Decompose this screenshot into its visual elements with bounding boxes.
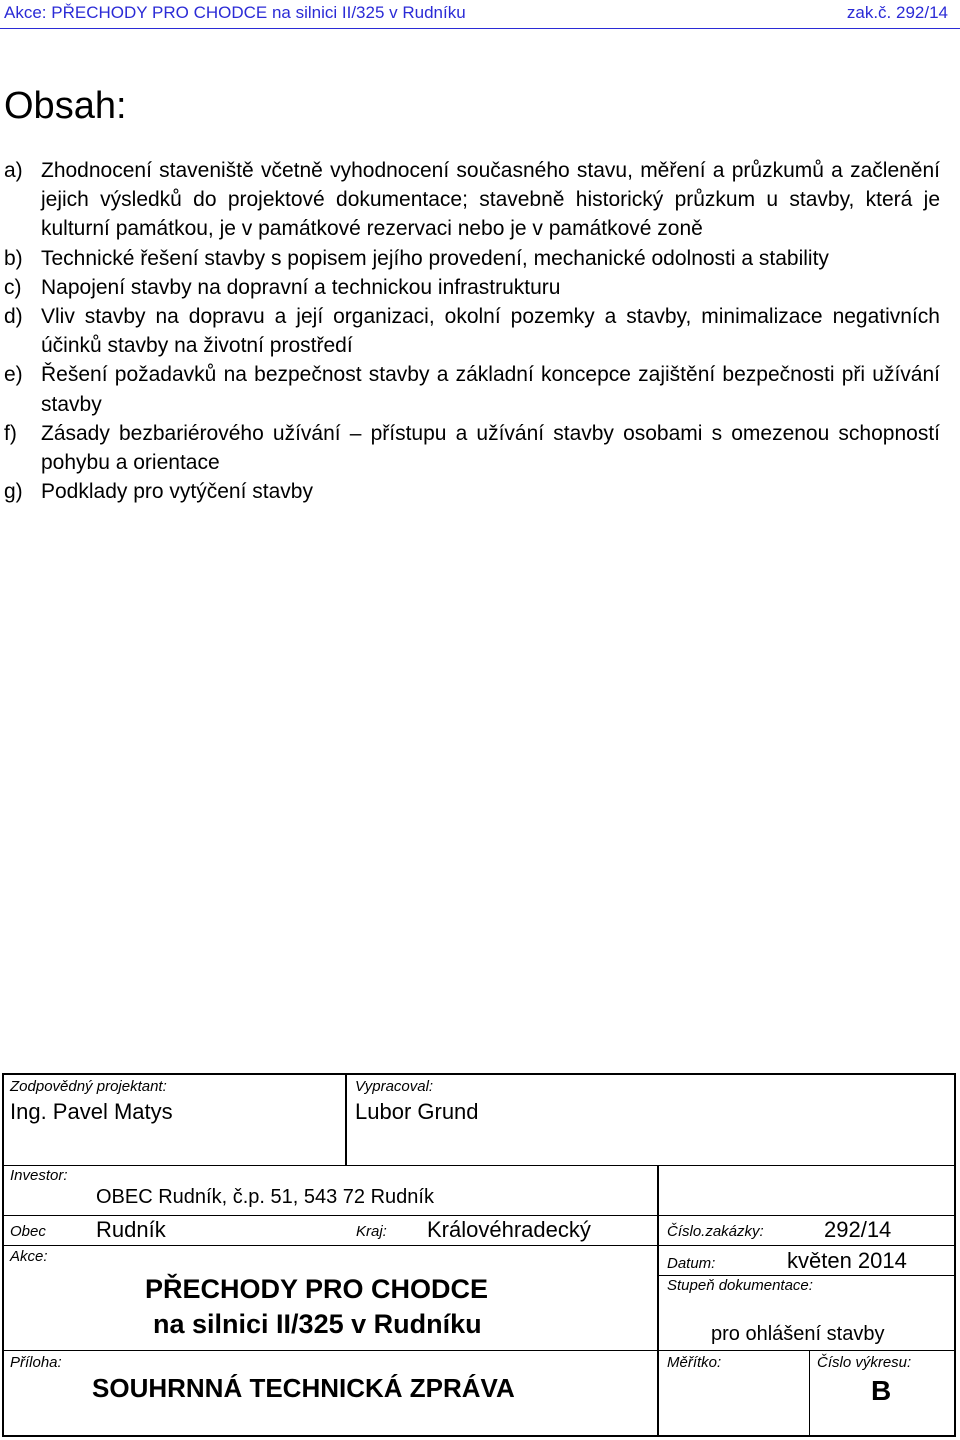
action-label: Akce:: [10, 1248, 48, 1265]
investor-label: Investor:: [10, 1167, 68, 1184]
toc-item-e: [4, 360, 940, 418]
toc-text: Technické řešení stavby s popisem jejího provedení, mechanické odolnosti a stability: [41, 246, 829, 270]
toc-item-a: [4, 156, 940, 244]
toc-letter: d): [4, 305, 23, 329]
tb-divider: [657, 1165, 659, 1215]
toc-text: Napojení stavby na dopravní a technickou infrastrukturu: [41, 275, 561, 299]
tb-divider: [4, 1165, 954, 1166]
toc-text: Vliv stavby na dopravu a její organizaci, okolní pozemky a stavby, minimalizace negativních účinků stavby na životní prostředí: [41, 305, 940, 358]
action-title-line1: PŘECHODY PRO CHODCE: [145, 1274, 489, 1304]
order-number-label: Číslo.zakázky:: [667, 1223, 764, 1240]
tb-divider: [657, 1275, 954, 1276]
scale-label: Měřítko:: [667, 1354, 722, 1371]
region-label: Kraj:: [356, 1223, 387, 1240]
table-of-contents: [4, 156, 940, 506]
toc-text: Zhodnocení staveniště včetně vyhodnocení současného stavu, měření a průzkumů a začlenění jejich výsledků do projektové dokumentace; stavebně historický průzkum u stavby, která je kulturní památkou, je v památkové rezervaci nebo je v památkové zoně: [41, 159, 940, 241]
responsible-designer-label: Zodpovědný projektant:: [10, 1078, 167, 1095]
tb-divider: [4, 1215, 954, 1216]
doc-stage-value: pro ohlášení stavby: [711, 1323, 885, 1345]
attachment-value: SOUHRNNÁ TECHNICKÁ ZPRÁVA: [92, 1373, 515, 1403]
drawing-number-label: Číslo výkresu:: [817, 1354, 912, 1371]
toc-item-c: [4, 273, 940, 302]
header-rule: [0, 28, 960, 29]
page-header: [0, 0, 960, 30]
toc-text: Zásady bezbariérového užívání – přístupu a užívání stavby osobami s omezenou schopností pohybu a orientace: [41, 421, 940, 475]
attachment-label: Příloha:: [10, 1354, 62, 1371]
municipality-value: Rudník: [96, 1217, 166, 1242]
action-title-line2: na silnici II/325 v Rudníku: [153, 1309, 482, 1339]
toc-letter: c): [4, 275, 22, 299]
region-value: Královéhradecký: [427, 1217, 591, 1242]
investor-value: OBEC Rudník, č.p. 51, 543 72 Rudník: [96, 1186, 434, 1208]
toc-letter: f): [4, 421, 17, 445]
toc-text: Řešení požadavků na bezpečnost stavby a základní koncepce zajištění bezpečnosti při užívání stavby: [41, 363, 940, 416]
toc-item-b: [4, 244, 940, 273]
header-order-number: zak.č. 292/14: [846, 3, 948, 22]
municipality-label: Obec: [10, 1223, 46, 1240]
tb-divider: [4, 1245, 954, 1246]
drawing-number-value: B: [871, 1375, 892, 1406]
toc-letter: g): [4, 480, 23, 504]
title-block: [2, 1073, 956, 1437]
tb-divider: [345, 1075, 347, 1165]
responsible-designer-value: Ing. Pavel Matys: [10, 1099, 173, 1124]
toc-text: Podklady pro vytýčení stavby: [41, 480, 313, 504]
prepared-by-label: Vypracoval:: [355, 1078, 434, 1095]
toc-letter: b): [4, 246, 23, 270]
toc-letter: e): [4, 363, 23, 387]
prepared-by-value: Lubor Grund: [355, 1099, 479, 1124]
date-value: květen 2014: [787, 1248, 907, 1273]
toc-letter: a): [4, 159, 23, 182]
date-label: Datum:: [667, 1255, 716, 1272]
doc-stage-label: Stupeň dokumentace:: [667, 1277, 813, 1294]
tb-divider: [657, 1215, 659, 1435]
toc-item-d: [4, 302, 940, 360]
toc-item-g: [4, 477, 940, 506]
tb-divider: [4, 1350, 954, 1351]
header-action-title: Akce: PŘECHODY PRO CHODCE na silnici II/325 v Rudníku: [4, 3, 466, 22]
tb-divider: [809, 1350, 810, 1435]
order-number-value: 292/14: [824, 1217, 892, 1242]
page-title: Obsah:: [4, 85, 127, 127]
toc-item-f: [4, 419, 940, 477]
